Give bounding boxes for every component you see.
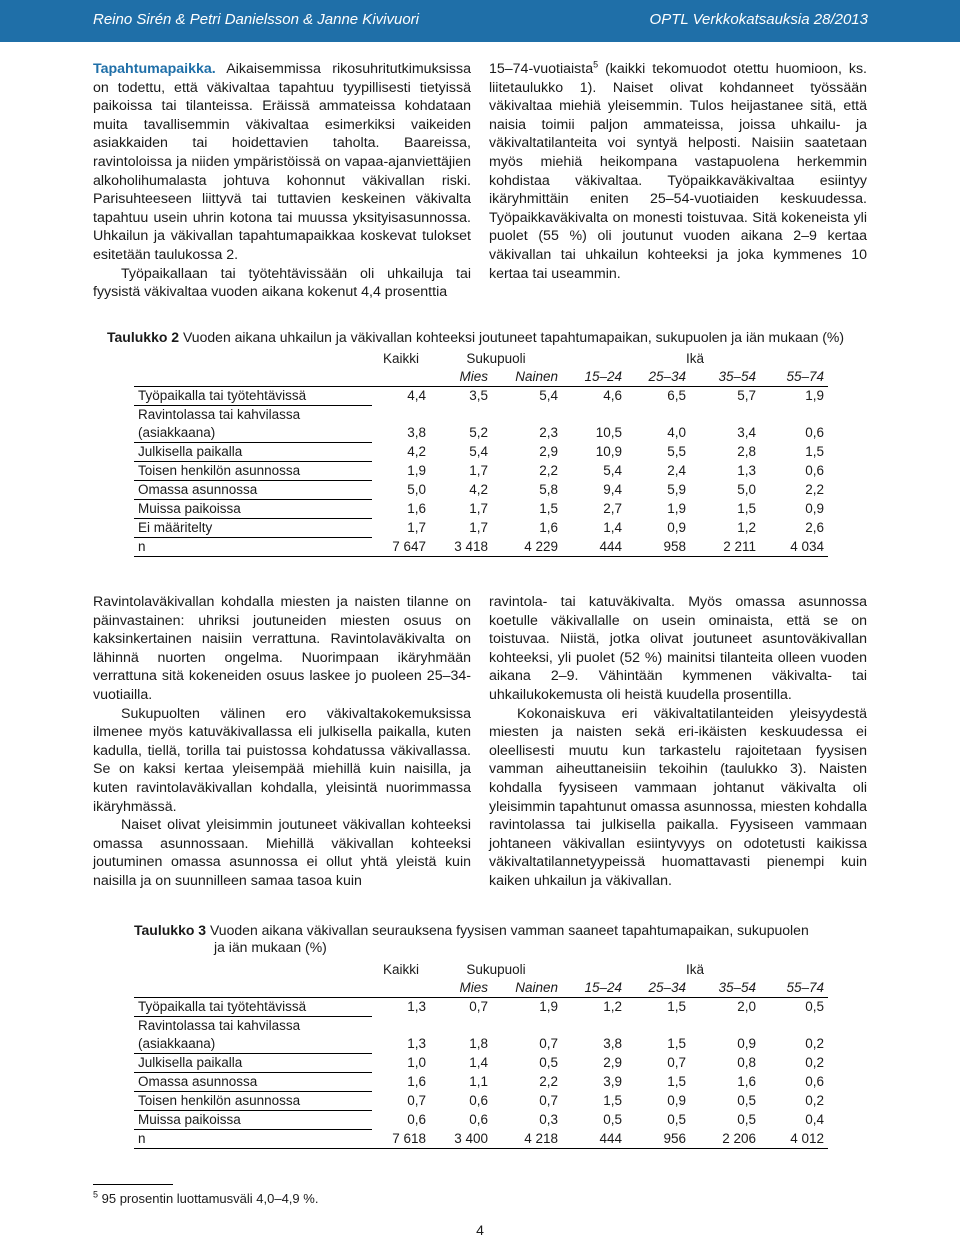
- table-cell: 0,5: [603, 1112, 622, 1127]
- cell-empty: [492, 406, 562, 425]
- table-cell: 1,6: [737, 1074, 756, 1089]
- header-row-groups: [134, 961, 828, 979]
- table-cell: 5,7: [737, 388, 756, 404]
- table-row: [134, 387, 828, 406]
- cell-empty: [430, 1017, 492, 1036]
- table-cell: 4,4: [407, 388, 426, 404]
- table-cell: 1,6: [407, 1074, 426, 1089]
- top-left-paragraph-1: Aikaisemmissa rikosuhritutkimuksissa on todettu, että väkivaltaa tapahtuu tyypillisesti tietyissä paikoissa tai tilanteissa. Eräissä ammateissa kohdataan muita tavallisemmin väkivaltaa esimerkiksi vaikeiden asiakkaiden tai hoidettavien taholta. Baareissa, ravintoloissa ja niiden ympäristöissä on vapaa-ajanviettäjien alkoholihumalasta johtuva kohonnut väkivallan riski. Parisuhteeseen liittyvä tai tuttavien keskeinen väkivalta tapahtuu usein uhrin kotona tai muussa yksityisasunnossa. Uhkailun ja väkivallan tapahtumapaikkaa koskevat tulokset esitetään taulukossa 2.: [93, 61, 471, 263]
- table2-caption-label: Taulukko 2: [107, 329, 180, 345]
- table-cell: 0,9: [805, 501, 824, 516]
- cell-empty: [690, 1017, 760, 1036]
- header-series: OPTL Verkkokatsauksia 28/2013: [649, 11, 868, 28]
- row-label: n: [134, 538, 372, 557]
- table-row-label-line: [134, 1017, 828, 1036]
- table-cell: 1,9: [407, 463, 426, 478]
- table-cell: 2,2: [805, 482, 824, 497]
- row-label: Työpaikalla tai työtehtävissä: [134, 387, 372, 406]
- table3-caption: [134, 922, 854, 956]
- table-cell: 2 211: [690, 538, 760, 557]
- header-row-sub: [134, 368, 828, 387]
- table-cell: 4 218: [492, 1130, 562, 1149]
- header-a3: 35–54: [690, 979, 760, 998]
- mid-left-paragraph-1: Ravintolaväkivallan kohdalla miesten ja naisten tilanne on päinvastainen: uhriksi joutuneiden miesten osuus on kaksinkertainen naisiin verrattuna. Ravintolaväkivalta on lähinnä nuorten ongelma. Nuorimpaan ikäryhmään verrattuna sitä kokeneiden osuus laskee jo puoleen 25–34-vuotiailla.: [93, 594, 471, 703]
- mid-left-column: [93, 593, 471, 891]
- mid-left-paragraph-2: Sukupuolten välinen ero väkivaltakokemuksissa ilmenee myös katuväkivallassa eli julkisella paikalla, kuten kadulla, tiellä, torilla tai puistossa kohdatussa väkivallassa. Se on kaksi kertaa yleisempää miehillä kuin naisilla, ja kuten ravintolaväkivallan kohdalla, yleisintä nuorimmassa ikäryhmässä.: [93, 705, 471, 815]
- table-cell: 2,0: [737, 999, 756, 1015]
- row-label: Muissa paikoissa: [134, 500, 372, 519]
- table2-caption-text: Vuoden aikana uhkailun ja väkivallan kohteeksi joutuneet tapahtumapaikan, sukupuolen ja iän mukaan (%): [179, 329, 845, 345]
- table-cell: 0,6: [407, 1112, 426, 1127]
- table-cell: 1,4: [603, 520, 622, 535]
- cell-empty: [626, 406, 690, 425]
- cell-empty: [760, 406, 828, 425]
- table-cell: 0,2: [805, 1036, 824, 1052]
- page-header: [0, 0, 960, 42]
- table-cell: 2,9: [539, 444, 558, 459]
- row-label: Ravintolassa tai kahvilassa: [138, 407, 301, 422]
- table-cell: 4,6: [603, 388, 622, 404]
- row-label: Ravintolassa tai kahvilassa: [138, 1018, 301, 1033]
- table-cell: 2,4: [667, 463, 686, 478]
- table-row: [134, 998, 828, 1017]
- header-ika: Ikä: [685, 351, 704, 366]
- row-label: n: [134, 1130, 372, 1149]
- header-a2: 25–34: [626, 368, 690, 387]
- header-kaikki: Kaikki: [382, 351, 419, 366]
- table-cell: 1,5: [667, 1036, 686, 1052]
- top-left-paragraph-2: Työpaikallaan tai työtehtävissään oli uhkailuja tai fyysistä väkivaltaa vuoden aikana kokenut 4,4 prosenttia: [93, 265, 471, 301]
- header-a1: 15–24: [562, 368, 626, 387]
- table-row: [134, 1054, 828, 1073]
- table-cell: 2 206: [690, 1130, 760, 1149]
- table-cell: 4 034: [760, 538, 828, 557]
- table-cell: 1,5: [539, 501, 558, 516]
- table-cell: 2,8: [737, 444, 756, 459]
- table-cell: 1,7: [469, 520, 488, 535]
- section-keyword: Tapahtumapaikka.: [93, 61, 216, 77]
- table-row: [134, 1073, 828, 1092]
- table-row: [134, 443, 828, 462]
- table-row: [134, 519, 828, 538]
- table-row: [134, 1130, 828, 1149]
- table-cell: 1,5: [805, 444, 824, 459]
- mid-right-paragraph-1: ravintola- tai katuväkivalta. Myös omassa asunnossa koetulle väkivallalle on usein ominaista, että se on toistuvaa. Niistä, jotka olivat joutuneet asuntoväkivallan kohteeksi, yli puolet (52 %) mainitsi tilanteita olleen vuoden aikana 2–9. Vähintään kymmenen väkivalta- tai uhkailukokemusta oli heistä kuudella prosentilla.: [489, 594, 867, 703]
- header-mies: Mies: [430, 979, 492, 998]
- table-cell: 444: [562, 538, 626, 557]
- table-cell: 5,4: [603, 463, 622, 478]
- table-cell: 1,5: [667, 999, 686, 1015]
- footnote-text: 95 prosentin luottamusväli 4,0–4,9 %.: [98, 1191, 319, 1206]
- table-cell: 1,9: [667, 501, 686, 516]
- header-sukupuoli: Sukupuoli: [466, 351, 526, 366]
- row-label: Omassa asunnossa: [134, 1073, 372, 1092]
- header-empty: [134, 979, 372, 998]
- table-cell: 0,7: [539, 1093, 558, 1108]
- header-a1: 15–24: [562, 979, 626, 998]
- table-cell: 2,9: [603, 1055, 622, 1070]
- row-label: Ei määritelty: [134, 519, 372, 538]
- table-cell: 958: [626, 538, 690, 557]
- table-cell: 1,6: [539, 520, 558, 535]
- row-label-cont: (asiakkaana): [134, 1035, 372, 1054]
- table-cell: 3 400: [430, 1130, 492, 1149]
- table-cell: 2,6: [805, 520, 824, 535]
- mid-right-column: [489, 593, 867, 891]
- table-cell: 1,2: [603, 999, 622, 1015]
- table-cell: 0,7: [667, 1055, 686, 1070]
- header-a3: 35–54: [690, 368, 760, 387]
- cell-empty: [372, 1017, 430, 1036]
- table-cell: 1,6: [407, 501, 426, 516]
- header-a4: 55–74: [760, 979, 828, 998]
- table-cell: 956: [626, 1130, 690, 1149]
- table-cell: 2,2: [539, 463, 558, 478]
- header-empty: [372, 368, 430, 387]
- table-cell: 5,8: [539, 482, 558, 497]
- table-cell: 9,4: [603, 482, 622, 497]
- table-cell: 0,5: [737, 1112, 756, 1127]
- mid-left-paragraph-3: Naiset olivat yleisimmin joutuneet väkivallan kohteeksi omassa asunnossaan. Miehillä väkivallan kohteeksi joutuminen omassa asunnossa ei ollut yhtä yleistä kuin naisilla ja on suunnilleen samaa tasoa kuin: [93, 817, 471, 889]
- table-cell: 1,5: [737, 501, 756, 516]
- cell-empty: [562, 406, 626, 425]
- table-cell: 1,1: [469, 1074, 488, 1089]
- header-a4: 55–74: [760, 368, 828, 387]
- row-label: Työpaikalla tai työtehtävissä: [134, 998, 372, 1017]
- table-cell: 0,7: [469, 999, 488, 1015]
- table-row: [134, 1111, 828, 1130]
- row-label: Toisen henkilön asunnossa: [134, 1092, 372, 1111]
- top-right-paragraph-1: (kaikki tekomuodot otettu huomioon, ks. liitetaulukko 1). Naiset olivat kohdanneet työssään väkivaltaa miehiä yleisemmin. Tulos heijastanee sitä, että naisia toimii paljon ammateissa, joissa uhkailu- ja väkivaltatilanteita voi syntyä helposti. Naisiin saatetaan myös miehiä heikompana vastapuolena herkemmin kohdistaa väkivaltaa. Työpaikkaväkivaltaa esiintyy ikäryhmittäin eniten 25–54-vuotiaiden keskuudessa. Työpaikkaväkivalta on monesti toistuvaa. Sitä kokeneista yli puolet (55 %) oli joutunut vuoden aikana 2–9 kertaa väkivallan tai uhkailun kohteeksi ja joka kymmenes 10 kertaa tai useammin.: [489, 61, 867, 282]
- table-row-label-line: [134, 406, 828, 425]
- table-cell: 0,6: [805, 463, 824, 478]
- table-cell: 1,7: [469, 501, 488, 516]
- mid-right-paragraph-2: Kokonaiskuva eri väkivaltatilanteiden yleisyydestä miesten ja naisten sekä eri-ikäisten keskuudessa ei oleellisesti muutu kun tarkastelu rajoitetaan fyysisen vamman aiheuttaneisiin tekoihin (taulukko 3). Naisten kohdalla fyysiseen vammaan johtanut väkivalta oli yleisimmin tapahtunut omassa asunnossa, miesten kohdalla ravintolassa tai julkisella paikalla. Fyysiseen vammaan johtaneen väkivallan esiintyvyys on odotetusti kaikissa väkivaltatilannetyypeissä huomattavasti pienempi kuin kaiken uhkailun ja väkivallan.: [489, 705, 867, 889]
- footnote: [93, 1191, 318, 1206]
- table-cell: 1,3: [407, 999, 426, 1015]
- table-cell: 4 012: [760, 1130, 828, 1149]
- table-cell: 1,3: [407, 1036, 426, 1052]
- header-sukupuoli: Sukupuoli: [466, 962, 526, 977]
- table-cell: 2,2: [539, 1074, 558, 1089]
- table-row: [134, 538, 828, 557]
- table-cell: 0,4: [805, 1112, 824, 1127]
- table-cell: 10,5: [595, 425, 622, 441]
- table-cell: 5,4: [469, 444, 488, 459]
- top-right-start: 15–74-vuotiaista: [489, 61, 594, 77]
- table-cell: 0,6: [469, 1093, 488, 1108]
- table-cell: 0,7: [539, 1036, 558, 1052]
- table3-caption-text: Vuoden aikana väkivallan seurauksena fyysisen vamman saaneet tapahtumapaikan, sukupuolen: [206, 922, 809, 938]
- table-cell: 4,2: [407, 444, 426, 459]
- table-cell: 3,9: [603, 1074, 622, 1089]
- header-a2: 25–34: [626, 979, 690, 998]
- table-cell: 2,7: [603, 501, 622, 516]
- header-empty: [134, 961, 372, 979]
- table2-caption: [107, 329, 907, 346]
- row-label: Julkisella paikalla: [134, 443, 372, 462]
- table-cell: 0,6: [469, 1112, 488, 1127]
- table-cell: 1,7: [469, 463, 488, 478]
- table3-caption-line2: ja iän mukaan (%): [214, 939, 327, 955]
- table-cell: 1,8: [469, 1036, 488, 1052]
- table-cell: 3 418: [430, 538, 492, 557]
- table3: [134, 961, 828, 1149]
- header-nainen: Nainen: [492, 979, 562, 998]
- row-label-cont: (asiakkaana): [134, 424, 372, 443]
- footnote-mark: 5: [93, 1189, 99, 1200]
- header-empty: [372, 979, 430, 998]
- table-cell: 5,0: [737, 482, 756, 497]
- footnote-ref: 5: [593, 59, 599, 70]
- table-cell: 1,4: [469, 1055, 488, 1070]
- table-cell: 6,5: [667, 388, 686, 404]
- table-cell: 0,5: [805, 999, 824, 1015]
- table-cell: 0,8: [737, 1055, 756, 1070]
- table-cell: 1,0: [407, 1055, 426, 1070]
- table-cell: 0,2: [805, 1055, 824, 1070]
- cell-empty: [562, 1017, 626, 1036]
- table-cell: 0,9: [737, 1036, 756, 1052]
- table-cell: 5,5: [667, 444, 686, 459]
- table-cell: 3,5: [469, 388, 488, 404]
- top-right-column: [489, 60, 867, 283]
- header-nainen: Nainen: [492, 368, 562, 387]
- header-kaikki: Kaikki: [382, 962, 419, 977]
- cell-empty: [430, 406, 492, 425]
- table-cell: 0,6: [805, 1074, 824, 1089]
- table-cell: 444: [562, 1130, 626, 1149]
- header-row-groups: [134, 350, 828, 368]
- table-cell: 0,2: [805, 1093, 824, 1108]
- table-row: [134, 1092, 828, 1111]
- table-cell: 5,0: [407, 482, 426, 497]
- cell-empty: [626, 1017, 690, 1036]
- table-cell: 4,2: [469, 482, 488, 497]
- table-cell: 0,5: [539, 1055, 558, 1070]
- table-cell: 5,4: [539, 388, 558, 404]
- table-row: [134, 424, 828, 443]
- table-cell: 0,3: [539, 1112, 558, 1127]
- header-mies: Mies: [430, 368, 492, 387]
- table-row: [134, 1035, 828, 1054]
- top-left-column: [93, 60, 471, 302]
- table-cell: 0,9: [667, 1093, 686, 1108]
- table-cell: 1,5: [667, 1074, 686, 1089]
- table-cell: 5,2: [469, 425, 488, 441]
- header-empty: [134, 368, 372, 387]
- table-cell: 7 647: [372, 538, 430, 557]
- table-cell: 0,5: [737, 1093, 756, 1108]
- table-cell: 1,5: [603, 1093, 622, 1108]
- row-label: Omassa asunnossa: [134, 481, 372, 500]
- table-cell: 1,9: [805, 388, 824, 404]
- header-ika: Ikä: [685, 962, 704, 977]
- cell-empty: [760, 1017, 828, 1036]
- row-label: Toisen henkilön asunnossa: [134, 462, 372, 481]
- table-cell: 0,9: [667, 520, 686, 535]
- table-cell: 5,9: [667, 482, 686, 497]
- table-cell: 3,8: [407, 425, 426, 441]
- table-cell: 1,7: [407, 520, 426, 535]
- table-cell: 10,9: [595, 444, 622, 459]
- table-cell: 2,3: [539, 425, 558, 441]
- table-row: [134, 500, 828, 519]
- table-cell: 1,2: [737, 520, 756, 535]
- row-label: Muissa paikoissa: [134, 1111, 372, 1130]
- table-cell: 1,3: [737, 463, 756, 478]
- footnote-divider: [93, 1184, 173, 1185]
- cell-empty: [372, 406, 430, 425]
- header-row-sub: [134, 979, 828, 998]
- header-authors: Reino Sirén & Petri Danielsson & Janne Kivivuori: [93, 11, 419, 28]
- table-cell: 0,6: [805, 425, 824, 441]
- page-number: 4: [476, 1222, 484, 1238]
- cell-empty: [690, 406, 760, 425]
- table-row: [134, 481, 828, 500]
- table-cell: 4 229: [492, 538, 562, 557]
- row-label: Julkisella paikalla: [134, 1054, 372, 1073]
- table-cell: 0,7: [407, 1093, 426, 1108]
- table3-caption-label: Taulukko 3: [134, 922, 207, 938]
- table-row: [134, 462, 828, 481]
- table-cell: 3,4: [737, 425, 756, 441]
- table-cell: 0,5: [667, 1112, 686, 1127]
- table-cell: 4,0: [667, 425, 686, 441]
- table-cell: 7 618: [372, 1130, 430, 1149]
- cell-empty: [492, 1017, 562, 1036]
- table-cell: 3,8: [603, 1036, 622, 1052]
- header-empty: [134, 350, 372, 368]
- table2: [134, 350, 828, 557]
- table-cell: 1,9: [539, 999, 558, 1015]
